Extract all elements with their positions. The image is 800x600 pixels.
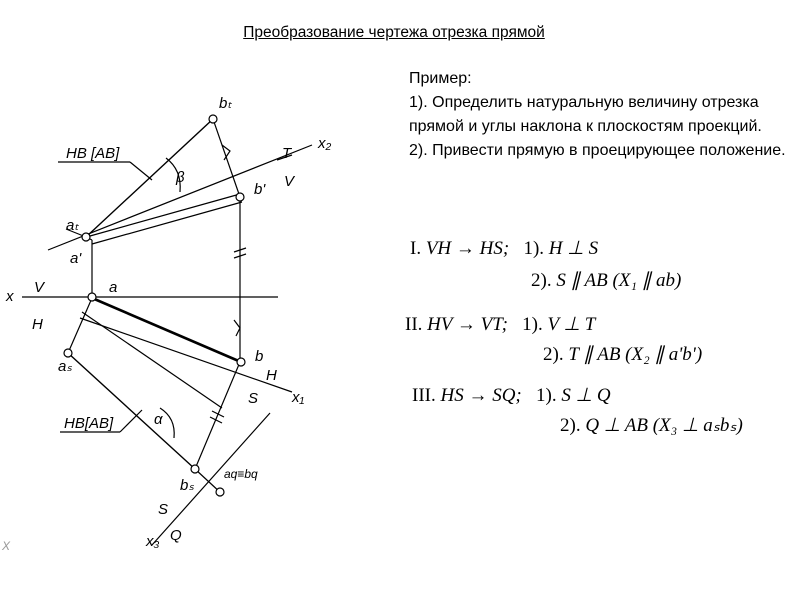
page-title: Преобразование чертежа отрезка прямой <box>243 24 545 41</box>
step-1-line-2: 2). S ∥ AB (X₁ ∥ ab) <box>531 270 682 291</box>
label-x: x <box>6 288 14 305</box>
label-bt: bₜ <box>219 95 232 112</box>
label-v2: V <box>284 173 295 190</box>
label-x1: x₁ <box>292 389 305 406</box>
step-3-line-2: 2). Q ⊥ AB (X₃ ⊥ aₛbₛ) <box>560 415 743 436</box>
connector-bs-b <box>195 362 240 469</box>
label-alpha: α <box>154 411 163 428</box>
label-h: H <box>32 316 43 333</box>
point-at <box>82 233 90 241</box>
step-2-line-2: 2). T ∥ AB (X₂ ∥ a'b') <box>543 344 703 365</box>
label-x2: x₂ <box>318 135 332 152</box>
label-v: V <box>34 279 45 296</box>
point-a <box>88 293 96 301</box>
point-aq-bq <box>216 488 224 496</box>
label-s1: S <box>248 390 259 407</box>
tick-3 <box>212 411 224 417</box>
label-t: T <box>282 145 292 162</box>
tick-arrow-1 <box>234 320 240 336</box>
example-item-2: 2). Привести прямую в проецирующее положение. <box>409 142 786 159</box>
label-beta: β <box>176 169 185 186</box>
point-bs <box>191 465 199 473</box>
label-as: aₛ <box>58 358 72 375</box>
step-1-line-1: I. VH → HS; 1). H ⊥ S <box>410 238 599 259</box>
point-bprime <box>236 193 244 201</box>
corner-mark: X <box>2 539 11 553</box>
label-q: Q <box>170 527 182 544</box>
point-b <box>237 358 245 366</box>
label-aq-bq: aq≡bq <box>224 467 258 481</box>
label-bs: bₛ <box>180 477 194 494</box>
label-a: a <box>109 279 118 296</box>
true-length-line-as-bs <box>68 353 195 469</box>
label-nv-bottom: НВ[AB] <box>64 415 114 432</box>
label-h1: H <box>266 367 277 384</box>
step-3-line-1: III. HS → SQ; 1). S ⊥ Q <box>412 385 611 406</box>
leader-nv-top-2 <box>130 162 152 180</box>
example-heading: Пример: <box>409 70 472 87</box>
leader-nv-bottom-2 <box>120 410 142 432</box>
label-b: b <box>255 348 264 365</box>
point-bt <box>209 115 217 123</box>
label-s2: S <box>158 501 169 518</box>
segment-aprime-bprime <box>90 194 240 236</box>
label-bprime: b' <box>254 181 266 198</box>
label-aprime: a' <box>70 250 82 267</box>
connector-as-a <box>68 298 92 353</box>
label-x3: x₃ <box>146 533 160 550</box>
step-2-line-1: II. HV → VT; 1). V ⊥ T <box>405 314 596 335</box>
connector-bt-bprime <box>213 119 240 197</box>
example-item-1: 1). Определить натуральную величину отрезка прямой и углы наклона к плоскостям проекций. <box>409 94 762 135</box>
label-nv-top: НВ [AB] <box>66 145 120 162</box>
label-at: aₜ <box>66 217 79 234</box>
point-as <box>64 349 72 357</box>
